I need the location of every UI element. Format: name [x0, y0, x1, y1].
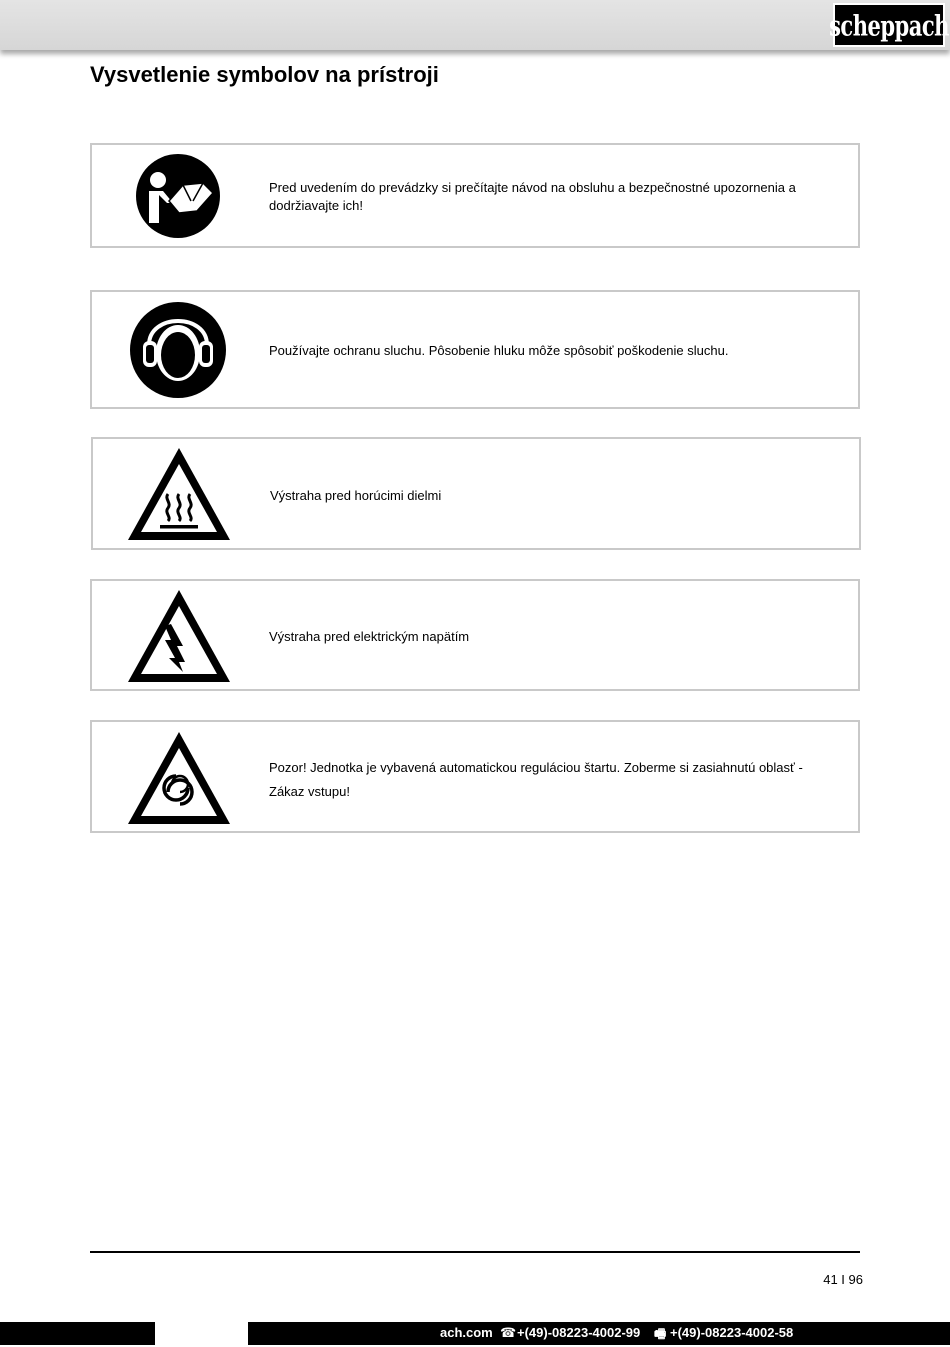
- fax-icon: 🖷: [654, 1326, 667, 1341]
- symbol-row-automatic-start: [90, 720, 860, 833]
- phone-number: +(49)-08223-4002-99: [517, 1325, 641, 1340]
- symbol-text-hearing-protection: Používajte ochranu sluchu. Pôsobenie hluku môže spôsobiť poškodenie sluchu.: [269, 343, 729, 358]
- page-title: Vysvetlenie symbolov na prístroji: [90, 62, 439, 87]
- phone-icon: ☎: [500, 1325, 517, 1340]
- scheppach-logo: scheppach: [833, 3, 945, 47]
- symbol-row-hot-surface: [91, 437, 861, 550]
- symbol-text-automatic-start: Pozor! Jednotka je vybavená automatickou reguláciou štartu. Zoberme si zasiahnutú oblasť - Zákaz vstupu!: [269, 760, 803, 799]
- contact-bar: [0, 1322, 950, 1345]
- header-bar: [0, 0, 950, 50]
- symbol-text-hot-surface: Výstraha pred horúcimi dielmi: [270, 488, 442, 503]
- symbol-row-hearing-protection: [90, 290, 860, 409]
- hearing-protection-icon: [129, 301, 227, 399]
- symbol-row-electrical-voltage: [90, 579, 860, 691]
- page-number: 41 I 96: [823, 1272, 863, 1287]
- hot-surface-warning-icon: [124, 444, 234, 544]
- footer-rule: [90, 1251, 860, 1253]
- automatic-start-warning-icon: [124, 728, 234, 828]
- symbol-text-read-manual: Pred uvedením do prevádzky si prečítajte návod na obsluhu a bezpečnostné upozornenia a dodržiavajte ich!: [269, 180, 796, 213]
- fax-number: +(49)-08223-4002-58: [670, 1325, 794, 1340]
- electrical-voltage-warning-icon: [124, 586, 234, 686]
- symbol-row-read-manual: [90, 143, 860, 248]
- contact-bar-gap: [155, 1322, 248, 1345]
- read-manual-icon: [135, 153, 221, 239]
- website-link[interactable]: ach.com: [440, 1325, 493, 1340]
- symbol-text-electrical-voltage: Výstraha pred elektrickým napätím: [269, 629, 470, 644]
